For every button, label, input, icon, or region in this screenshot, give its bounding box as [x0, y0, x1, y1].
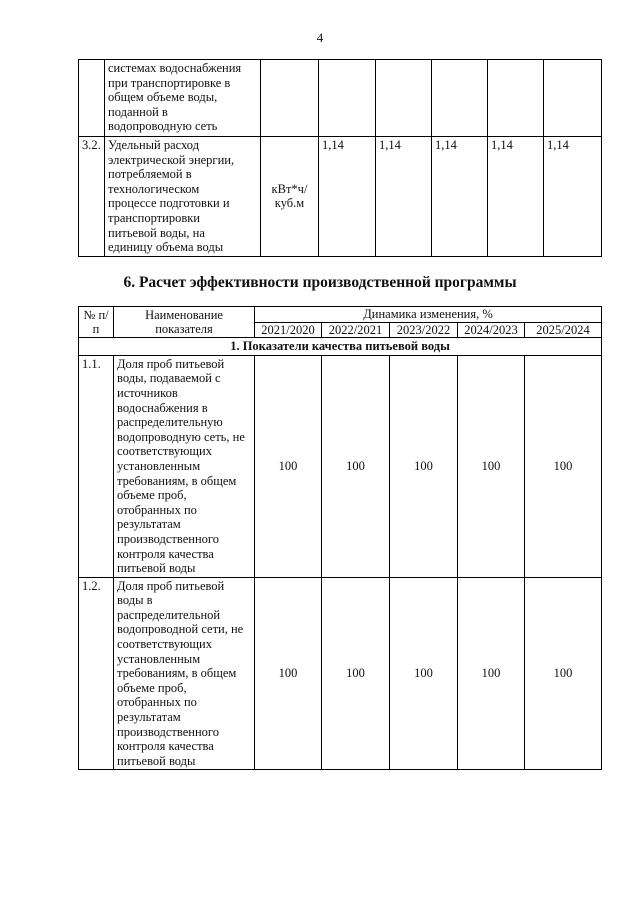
value-cell: 1,14: [544, 137, 602, 257]
header-period: 2025/2024: [525, 322, 602, 338]
indicator-name: Доля проб питьевой воды в распределительной водопроводной сети, не соответствующих установленным требованиям, в общем объеме проб, отобранных по результатам производственного контроля качества питьевой воды: [114, 577, 255, 770]
value-cell: 100: [458, 577, 525, 770]
value-cell: [544, 60, 602, 137]
row-number: 1.1.: [79, 355, 114, 577]
value-cell: [319, 60, 376, 137]
value-cell: 100: [255, 577, 322, 770]
header-dynamics: Динамика изменения, %: [255, 307, 602, 323]
value-cell: 100: [322, 577, 390, 770]
header-number: № п/п: [79, 307, 114, 338]
value-cell: 100: [390, 577, 458, 770]
value-cell: 1,14: [432, 137, 488, 257]
indicator-name: Доля проб питьевой воды, подаваемой с источников водоснабжения в распределительную водопроводную сеть, не соответствующих установленным требованиям, в общем объеме проб, отобранных по результатам производственного контроля качества питьевой воды: [114, 355, 255, 577]
value-cell: [488, 60, 544, 137]
value-cell: 100: [458, 355, 525, 577]
header-period: 2021/2020: [255, 322, 322, 338]
row-number: 1.2.: [79, 577, 114, 770]
page-number: 4: [316, 30, 324, 45]
value-cell: [432, 60, 488, 137]
value-cell: 1,14: [376, 137, 432, 257]
unit-cell: [261, 60, 319, 137]
table-row: [79, 60, 602, 137]
header-period: 2024/2023: [458, 322, 525, 338]
value-cell: 1,14: [488, 137, 544, 257]
header-name: Наименование показателя: [114, 307, 255, 338]
header-period: 2023/2022: [390, 322, 458, 338]
value-cell: 100: [322, 355, 390, 577]
value-cell: 100: [525, 355, 602, 577]
value-cell: 100: [255, 355, 322, 577]
header-period: 2022/2021: [322, 322, 390, 338]
section-title: 6. Расчет эффективности производственной программы: [123, 274, 517, 291]
row-number: 3.2.: [79, 137, 105, 257]
table-header-row: [79, 307, 602, 323]
table-row: [79, 137, 602, 257]
section-heading: 1. Показатели качества питьевой воды: [79, 338, 602, 356]
value-cell: [376, 60, 432, 137]
indicator-name: Удельный расход электрической энергии, потребляемой в технологическом процессе подготовки и транспортировки питьевой воды, на единицу объема воды: [105, 137, 261, 257]
continued-indicator-table: [78, 59, 602, 257]
row-number: [79, 60, 105, 137]
indicator-name: системах водоснабжения при транспортировке в общем объеме воды, поданной в водопроводную сеть: [105, 60, 261, 137]
unit-cell: кВт*ч/ куб.м: [261, 137, 319, 257]
table-section-row: [79, 338, 602, 356]
value-cell: 100: [390, 355, 458, 577]
value-cell: 100: [525, 577, 602, 770]
table-row: [79, 577, 602, 770]
table-row: [79, 355, 602, 577]
efficiency-table: [78, 306, 602, 770]
value-cell: 1,14: [319, 137, 376, 257]
